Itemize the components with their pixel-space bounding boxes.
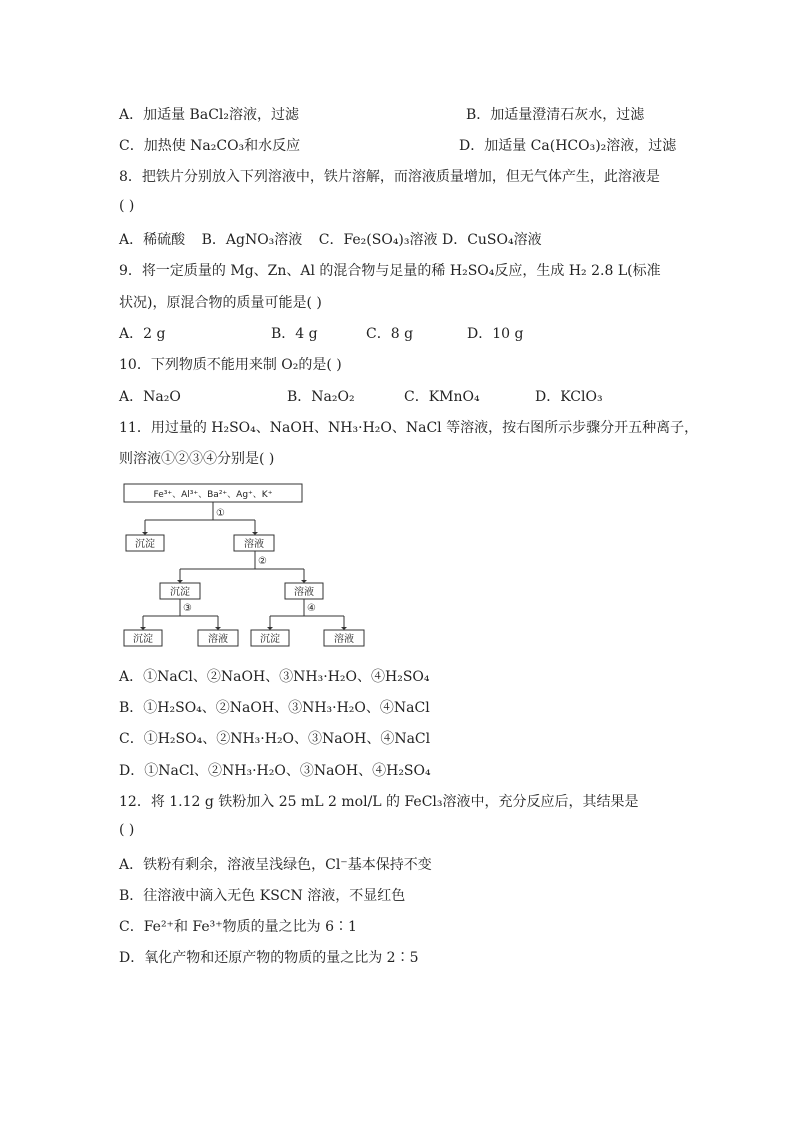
q12-answer-paren: ( ): [119, 822, 135, 838]
q8-option-b: B．AgNO₃溶液: [201, 232, 303, 248]
q12-option-a: A．铁粉有剩余，溶液呈浅绿色，Cl⁻基本保持不变: [119, 857, 432, 873]
step-2-label: ②: [258, 556, 267, 567]
q12-option-d: D．氧化产物和还原产物的物质的量之比为 2∶5: [119, 950, 419, 966]
q9-option-a: A．2 g: [119, 326, 166, 342]
step-3-label: ③: [183, 603, 192, 614]
q10-stem: 10．下列物质不能用来制 O₂的是( ): [119, 357, 342, 373]
step-4-label: ④: [307, 603, 316, 614]
q10-option-a: A．Na₂O: [119, 389, 181, 405]
q8-options: [119, 229, 542, 249]
q11-stem-line2: 则溶液①②③④分别是( ): [119, 451, 275, 467]
q11-stem-line1: 11．用过量的 H₂SO₄、NaOH、NH₃·H₂O、NaCl 等溶液，按右图所示步骤分开五种离子，: [119, 420, 699, 436]
q7-option-d: D．加适量 Ca(HCO₃)₂溶液，过滤: [459, 138, 677, 154]
separation-flowchart: [118, 480, 378, 650]
precipitate-label-4: 沉淀: [260, 634, 280, 645]
q8-answer-paren: ( ): [119, 198, 135, 214]
solution-label-4: 溶液: [334, 634, 354, 645]
q11-option-b: B．①H₂SO₄、②NaOH、③NH₃·H₂O、④NaCl: [119, 700, 430, 716]
q9-stem-line2: 状况)，原混合物的质量可能是( ): [119, 295, 322, 311]
q10-option-b: B．Na₂O₂: [287, 389, 355, 405]
q11-option-a: A．①NaCl、②NaOH、③NH₃·H₂O、④H₂SO₄: [119, 669, 430, 685]
precipitate-label-3: 沉淀: [133, 634, 153, 645]
solution-label-1: 溶液: [244, 539, 264, 550]
q10-option-d: D．KClO₃: [535, 389, 603, 405]
q9-option-c: C．8 g: [366, 326, 414, 342]
q8-stem: 8．把铁片分别放入下列溶液中，铁片溶解，而溶液质量增加，但无气体产生，此溶液是: [119, 169, 660, 185]
q7-option-b: B．加适量澄清石灰水，过滤: [466, 107, 645, 123]
q8-option-c: C．Fe₂(SO₄)₃溶液: [318, 232, 438, 248]
solution-label-2: 溶液: [294, 587, 314, 598]
ions-label: Fe³⁺、Al³⁺、Ba²⁺、Ag⁺、K⁺: [153, 490, 273, 500]
q12-option-c: C．Fe²⁺和 Fe³⁺物质的量之比为 6∶1: [119, 919, 357, 935]
step-1-label: ①: [216, 508, 225, 519]
q12-option-b: B．往溶液中滴入无色 KSCN 溶液，不显红色: [119, 888, 406, 904]
q7-option-a: A．加适量 BaCl₂溶液，过滤: [119, 107, 299, 123]
q9-option-d: D．10 g: [467, 326, 524, 342]
q11-option-c: C．①H₂SO₄、②NH₃·H₂O、③NaOH、④NaCl: [119, 731, 431, 747]
q8-option-a: A．稀硫酸: [119, 232, 186, 248]
q12-stem: 12．将 1.12 g 铁粉加入 25 mL 2 mol/L 的 FeCl₃溶液中，充分反应后，其结果是: [119, 794, 639, 810]
q10-option-c: C．KMnO₄: [404, 389, 480, 405]
q8-option-d: D．CuSO₄溶液: [441, 232, 542, 248]
q11-option-d: D．①NaCl、②NH₃·H₂O、③NaOH、④H₂SO₄: [119, 763, 431, 779]
precipitate-label-2: 沉淀: [170, 587, 190, 598]
q9-option-b: B．4 g: [271, 326, 318, 342]
solution-label-3: 溶液: [208, 634, 228, 645]
precipitate-label-1: 沉淀: [135, 539, 155, 550]
q7-option-c: C．加热使 Na₂CO₃和水反应: [119, 138, 301, 154]
q9-stem-line1: 9．将一定质量的 Mg、Zn、Al 的混合物与足量的稀 H₂SO₄反应，生成 H₂ 2.8 L(标准: [119, 263, 661, 279]
